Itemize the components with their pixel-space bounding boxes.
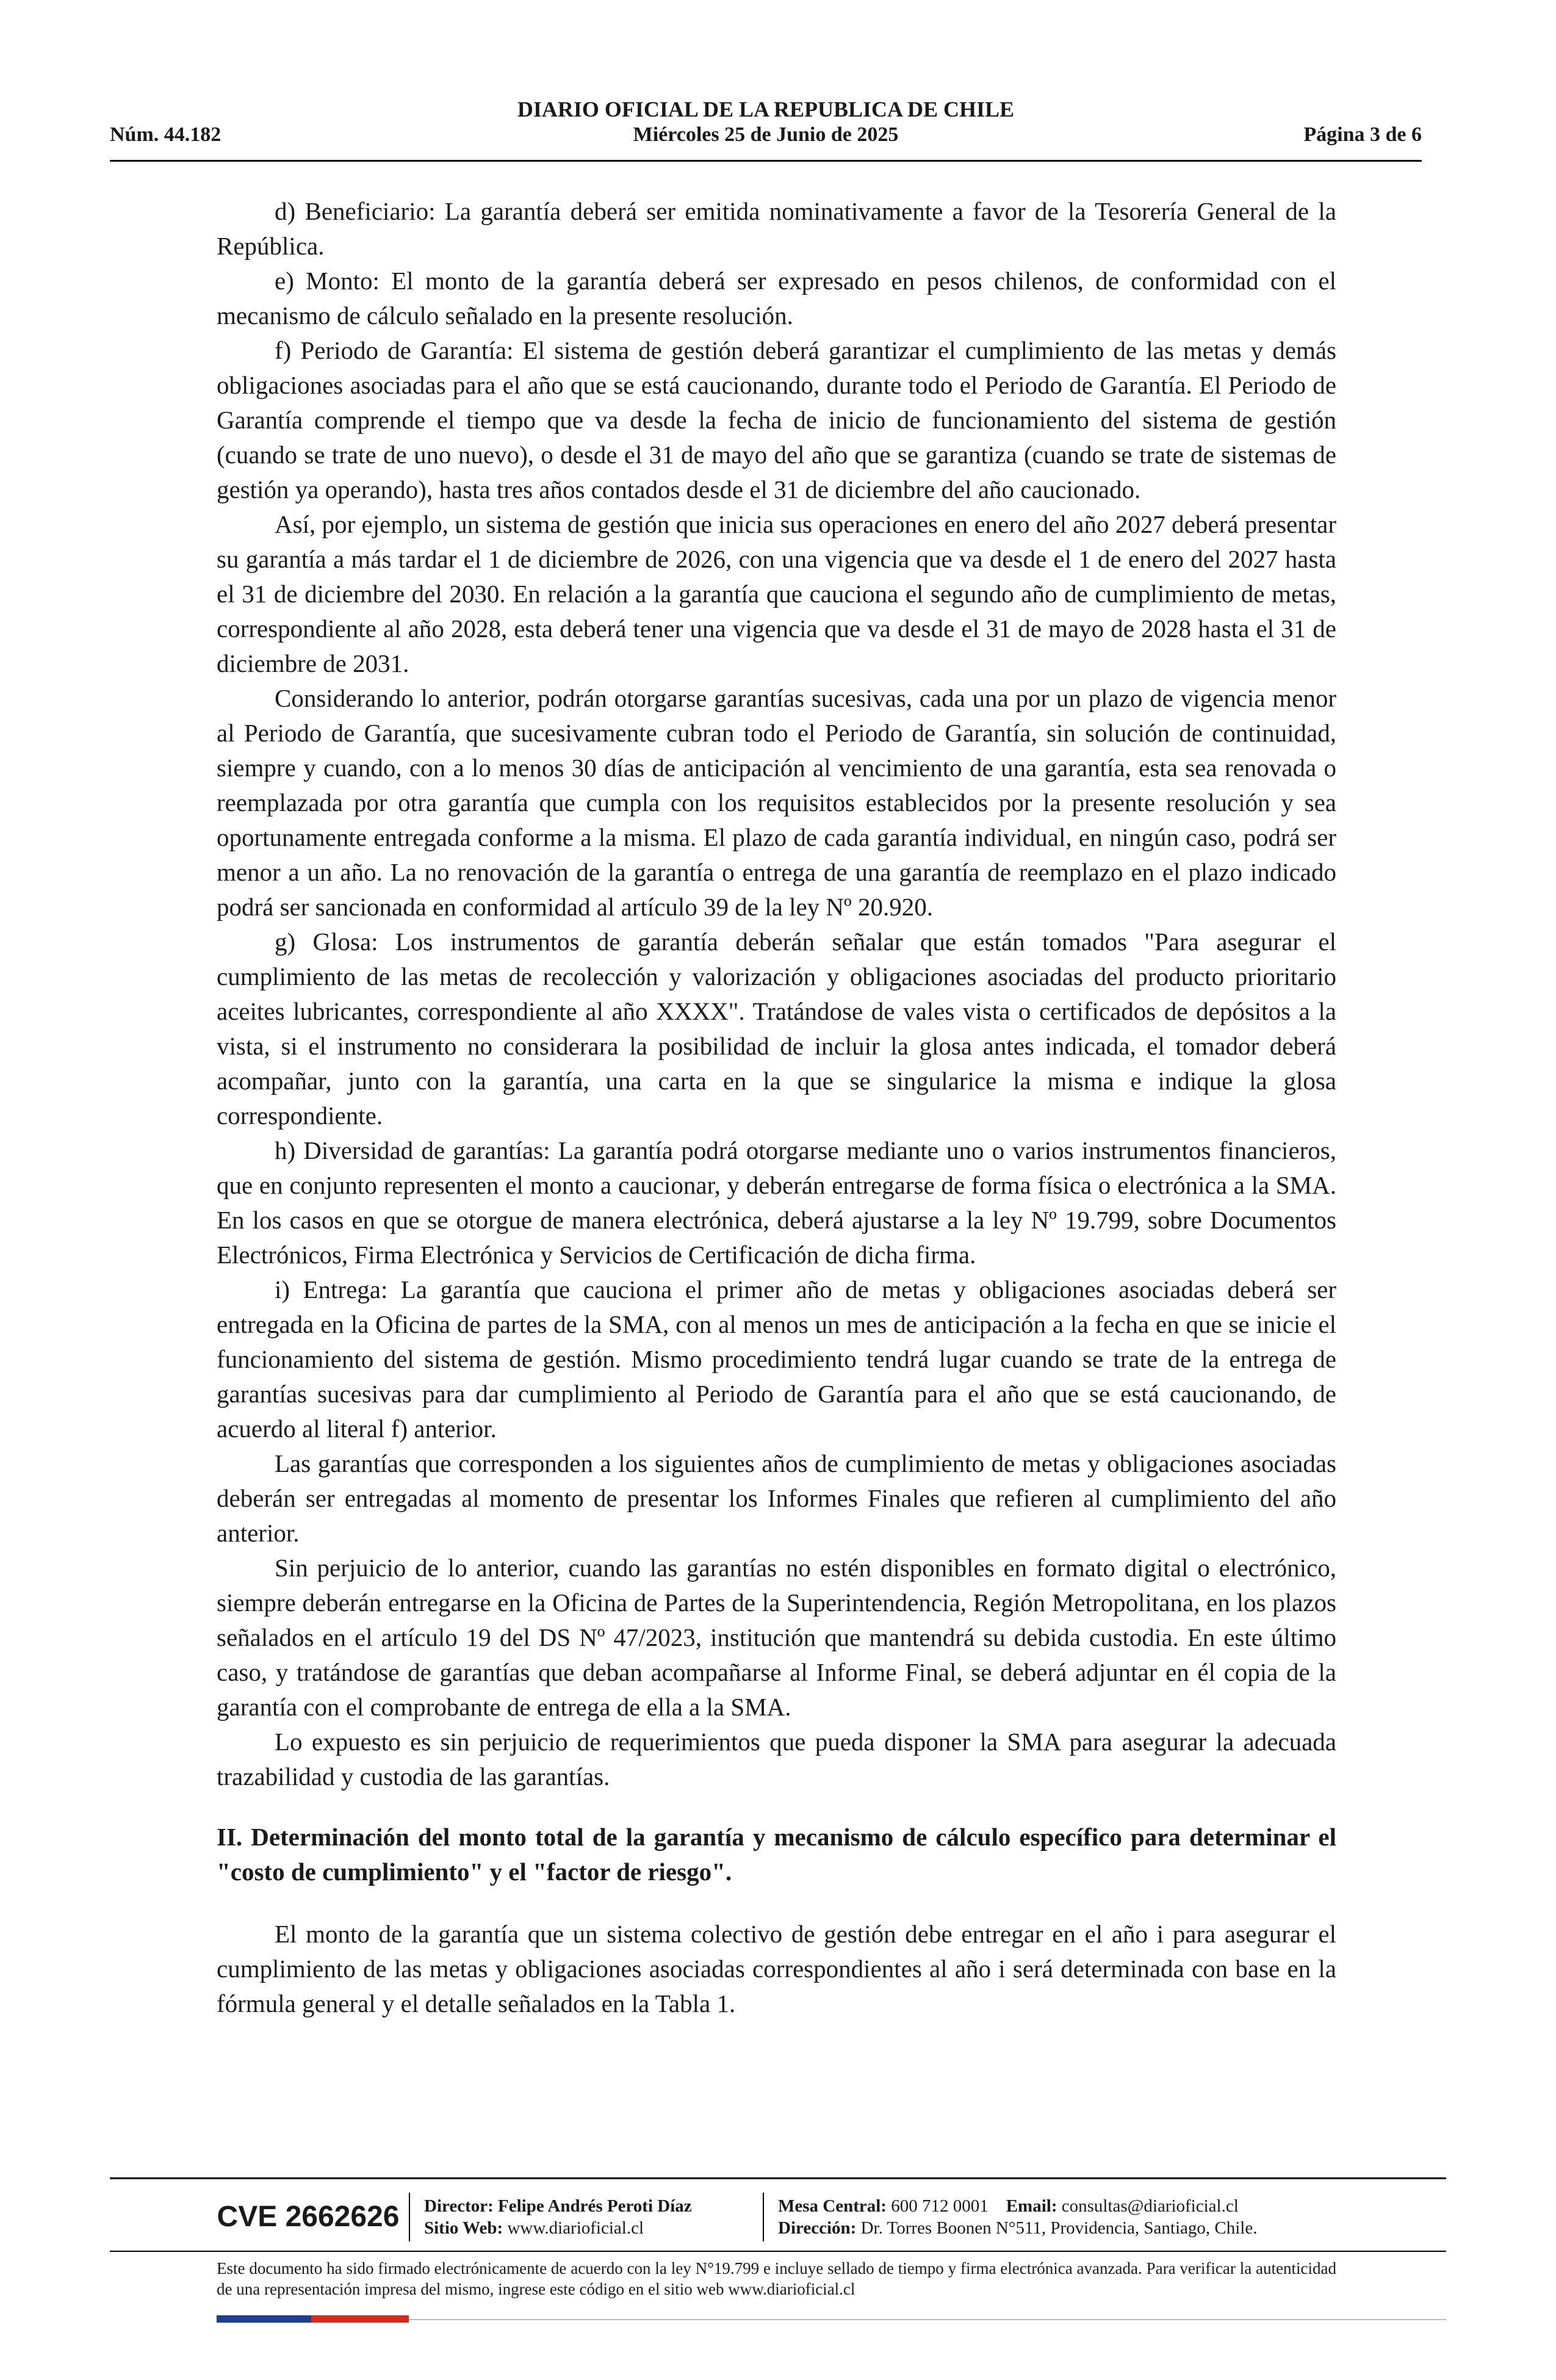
email-label: Email: [1006, 2196, 1057, 2216]
paragraph-formato-fisico: Sin perjuicio de lo anterior, cuando las garantías no estén disponibles en formato digital o electrónico, siempre deberán entregarse en la Oficina de Partes de la Superintendencia, Región Metropolitana, en los plazos señalados en el artículo 19 del DS Nº 47/2023, institución que mantendrá su debida custodia. En este último caso, y tratándose de garantías que deban acompañarse al Informe Final, se deberá adjuntar en él copia de la garantía con el comprobante de entrega de ella a la SMA. [217, 1554, 1336, 1721]
page-footer [207, 2188, 1342, 2244]
footer-separator [763, 2193, 764, 2241]
footer-contact-block [778, 2195, 1345, 2239]
footer-divider-mid [110, 2251, 1446, 2252]
website-link[interactable]: www.diarioficial.cl [507, 2218, 644, 2238]
cve-code: CVE 2662626 [207, 2193, 410, 2241]
address-value: Dr. Torres Boonen N°511, Providencia, Santiago, Chile. [860, 2218, 1258, 2238]
issue-number: Núm. 44.182 [110, 123, 222, 146]
issue-date: Miércoles 25 de Junio de 2025 [633, 123, 899, 146]
page-number: Página 3 de 6 [1303, 123, 1422, 146]
paragraph-monto-total: El monto de la garantía que un sistema colectivo de gestión debe entregar en el año i para asegurar el cumplimiento de las metas y obligaciones asociadas correspondientes al año i será determinada con base en la fórmula general y el detalle señalados en la Tabla 1. [217, 1920, 1336, 2018]
newspaper-title: DIARIO OFICIAL DE LA REPUBLICA DE CHILE [517, 97, 1015, 121]
address-label: Dirección: [778, 2218, 857, 2238]
contact-line [778, 2195, 1345, 2217]
website-line [424, 2217, 754, 2239]
paragraph-siguientes-anos: Las garantías que corresponden a los siguientes años de cumplimiento de metas y obligaciones asociadas deberán ser entregadas al momento de presentar los Informes Finales que refieren al cumplimiento del año anterior. [217, 1449, 1336, 1547]
paragraph-glosa: g) Glosa: Los instrumentos de garantía deberán señalar que están tomados "Para asegurar el cumplimiento de las metas de recolección y valorización y obligaciones asociadas del producto prioritario aceites lubricantes, correspondiente al año XXXX". Tratándose de vales vista o certificados de depósitos a la vista, si el instrumento no considerara la posibilidad de incluir la glosa antes indicada, el tomador deberá acompañar, junto con la garantía, una carta en la que se singularice la misma e indique la glosa correspondiente. [217, 928, 1336, 1130]
director-label: Director: [424, 2196, 494, 2216]
director-line [424, 2195, 754, 2217]
director-name: Felipe Andrés Peroti Díaz [498, 2196, 692, 2216]
section-heading: II. Determinación del monto total de la garantía y mecanismo de cálculo específico para determinar el "costo de cumplimiento" y el "factor de riesgo". [217, 1823, 1336, 1886]
flag-bar-blue [217, 2315, 311, 2323]
page-header [110, 92, 1422, 162]
document-body [217, 194, 1336, 2021]
website-label: Sitio Web: [424, 2218, 503, 2238]
paragraph-periodo-garantia: f) Periodo de Garantía: El sistema de gestión deberá garantizar el cumplimiento de las metas y demás obligaciones asociadas para el año que se está caucionando, durante todo el Periodo de Garantía. El Periodo de Garantía comprende el tiempo que va desde la fecha de inicio de funcionamiento del sistema de gestión (cuando se trate de uno nuevo), o desde el 31 de mayo del año que se garantiza (cuando se trate de sistemas de gestión ya operando), hasta tres años contados desde el 31 de diciembre del año caucionado. [217, 336, 1336, 503]
flag-bar-red [311, 2315, 409, 2323]
footer-divider-bottom [409, 2319, 1446, 2320]
address-line [778, 2217, 1345, 2239]
footer-director-block [424, 2195, 754, 2239]
paragraph-garantias-sucesivas: Considerando lo anterior, podrán otorgarse garantías sucesivas, cada una por un plazo de vigencia menor al Periodo de Garantía, que sucesivamente cubran todo el Periodo de Garantía, sin solución de continuidad, siempre y cuando, con a lo menos 30 días de anticipación al vencimiento de una garantía, esta sea renovada o reemplazada por otra garantía que cumpla con los requisitos establecidos por la presente resolución y sea oportunamente entregada conforme a la misma. El plazo de cada garantía individual, en ningún caso, podrá ser menor a un año. La no renovación de la garantía o entrega de una garantía de reemplazo en el plazo indicado podrá ser sancionada en conformidad al artículo 39 de la ley Nº 20.920. [217, 684, 1336, 921]
paragraph-trazabilidad: Lo expuesto es sin perjuicio de requerimientos que pueda disponer la SMA para asegurar la adecuada trazabilidad y custodia de las garantías. [217, 1728, 1336, 1790]
email-link[interactable]: consultas@diarioficial.cl [1061, 2196, 1239, 2216]
paragraph-beneficiario: d) Beneficiario: La garantía deberá ser emitida nominativamente a favor de la Tesorería General de la República. [217, 197, 1336, 260]
paragraph-monto: e) Monto: El monto de la garantía deberá ser expresado en pesos chilenos, de conformidad con el mecanismo de cálculo señalado en la presente resolución. [217, 267, 1336, 330]
paragraph-diversidad: h) Diversidad de garantías: La garantía podrá otorgarse mediante uno o varios instrumentos financieros, que en conjunto representen el monto a caucionar, y deberán entregarse de forma física o electrónica a la SMA. En los casos en que se otorgue de manera electrónica, deberá ajustarse a la ley Nº 19.799, sobre Documentos Electrónicos, Firma Electrónica y Servicios de Certificación de dicha firma. [217, 1136, 1336, 1269]
paragraph-ejemplo: Así, por ejemplo, un sistema de gestión que inicia sus operaciones en enero del año 2027 deberá presentar su garantía a más tardar el 1 de diciembre de 2026, con una vigencia que va desde el 1 de enero del 2027 hasta el 31 de diciembre del 2030. En relación a la garantía que cauciona el segundo año de cumplimiento de metas, correspondiente al año 2028, esta deberá tener una vigencia que va desde el 31 de mayo de 2028 hasta el 31 de diciembre de 2031. [217, 510, 1336, 677]
phone-label: Mesa Central: [778, 2196, 887, 2216]
paragraph-entrega: i) Entrega: La garantía que cauciona el primer año de metas y obligaciones asociadas deberá ser entregada en la Oficina de partes de la SMA, con al menos un mes de anticipación a la fecha en que se inicie el funcionamiento del sistema de gestión. Mismo procedimiento tendrá lugar cuando se trate de la entrega de garantías sucesivas para dar cumplimiento al Periodo de Garantía para el año que se está caucionando, de acuerdo al literal f) anterior. [217, 1275, 1336, 1443]
phone-number: 600 712 0001 [891, 2196, 989, 2216]
footer-divider-top [110, 2177, 1446, 2179]
flag-color-bar [217, 2315, 409, 2323]
legal-notice: Este documento ha sido firmado electrónicamente de acuerdo con la ley N°19.799 e incluye sellado de tiempo y firma electrónica avanzada. Para verificar la autenticidad de una representación impresa del mismo, ingrese este código en el sitio web www.diarioficial.cl [217, 2259, 1336, 2298]
